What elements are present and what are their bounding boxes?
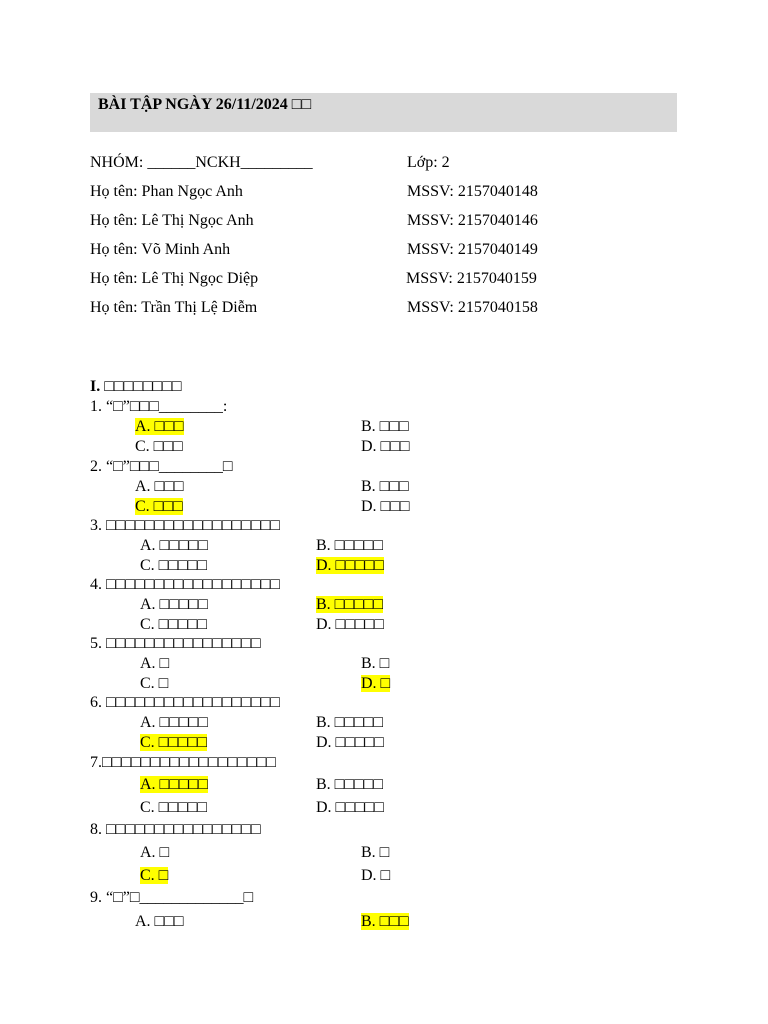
answer-option-label: A. □□□□□: [140, 776, 208, 793]
answer-option[interactable]: [361, 912, 409, 932]
answer-option[interactable]: [361, 477, 409, 497]
answer-option-label: B. □□□: [361, 418, 409, 435]
answer-option-label: A. □□□□□: [140, 537, 208, 554]
answer-option-label: A. □□□: [135, 478, 184, 495]
answer-option[interactable]: [140, 654, 169, 674]
answer-option-label: B. □□□: [361, 478, 409, 495]
answer-option[interactable]: [140, 536, 208, 556]
question-text: 4. □□□□□□□□□□□□□□□□□□: [90, 576, 280, 593]
answer-option[interactable]: [361, 843, 389, 863]
question-text: 2. “□”□□□________□: [90, 458, 233, 475]
answer-option-label: D. □□□□□: [316, 734, 384, 751]
answer-option-label: D. □□□□□: [316, 616, 384, 633]
answer-option-label: B. □□□□□: [316, 596, 383, 613]
answer-option-label: A. □□□: [135, 418, 184, 435]
answer-option[interactable]: [361, 437, 410, 457]
answer-option-label: D. □□□□□: [316, 799, 384, 816]
member-id: MSSV: 2157040149: [407, 241, 538, 258]
answer-option-label: A. □□□□□: [140, 596, 208, 613]
answer-option-label: A. □□□□□: [140, 714, 208, 731]
answer-option-label: C. □□□□□: [140, 616, 207, 633]
answer-option[interactable]: [316, 536, 383, 556]
answer-option[interactable]: [316, 775, 383, 795]
answer-option[interactable]: [140, 615, 207, 635]
answer-option[interactable]: [361, 674, 390, 694]
answer-option[interactable]: [316, 615, 384, 635]
member-id: MSSV: 2157040158: [407, 299, 538, 316]
answer-option[interactable]: [140, 775, 208, 795]
member-name: Họ tên: Lê Thị Ngọc Diệp: [90, 270, 259, 287]
answer-option[interactable]: [140, 798, 207, 818]
answer-option-label: D. □□□□□: [316, 557, 384, 574]
answer-option[interactable]: [361, 654, 389, 674]
member-name: Họ tên: Võ Minh Anh: [90, 241, 231, 258]
answer-option-label: A. □□□: [135, 913, 184, 930]
title-bar: [90, 93, 677, 132]
question-text: 9. “□”□_____________□: [90, 889, 254, 906]
answer-option-label: C. □: [140, 675, 169, 692]
member-name: Họ tên: Trần Thị Lệ Diễm: [90, 299, 258, 316]
answer-option[interactable]: [316, 798, 384, 818]
question-text: 1. “□”□□□________:: [90, 398, 228, 415]
answer-option[interactable]: [135, 477, 184, 497]
class-label: Lớp: 2: [407, 154, 450, 171]
answer-option-label: B. □□□□□: [316, 714, 383, 731]
answer-option-label: C. □□□: [135, 438, 183, 455]
answer-option[interactable]: [361, 497, 410, 517]
answer-option-label: A. □: [140, 655, 170, 672]
answer-option-label: B. □: [361, 655, 390, 672]
member-id: MSSV: 2157040159: [406, 270, 537, 287]
answer-option[interactable]: [140, 674, 168, 694]
answer-option[interactable]: [361, 866, 390, 886]
section-title: □□□□□□□□: [100, 378, 182, 395]
question-text: 6. □□□□□□□□□□□□□□□□□□: [90, 694, 280, 711]
answer-option-label: B. □□□□□: [316, 537, 383, 554]
answer-option[interactable]: [316, 556, 384, 576]
question-text: 8. □□□□□□□□□□□□□□□□: [90, 821, 261, 838]
answer-option[interactable]: [316, 595, 383, 615]
answer-option[interactable]: [316, 733, 384, 753]
answer-option[interactable]: [140, 733, 207, 753]
member-name: Họ tên: Phan Ngọc Anh: [90, 183, 243, 200]
answer-option[interactable]: [316, 713, 383, 733]
answer-option[interactable]: [361, 417, 409, 437]
answer-option[interactable]: [135, 912, 184, 932]
answer-option-label: D. □□□: [361, 498, 410, 515]
answer-option-label: A. □: [140, 844, 170, 861]
member-id: MSSV: 2157040146: [407, 212, 538, 229]
page-title: BÀI TẬP NGÀY 26/11/2024 □□: [98, 96, 312, 113]
answer-option[interactable]: [140, 595, 208, 615]
question-text: 5. □□□□□□□□□□□□□□□□: [90, 635, 261, 652]
answer-option-label: B. □: [361, 844, 390, 861]
answer-option[interactable]: [140, 713, 208, 733]
answer-option[interactable]: [135, 417, 184, 437]
section-heading: [90, 377, 182, 397]
answer-option[interactable]: [135, 497, 183, 517]
answer-option-label: C. □□□□□: [140, 734, 207, 751]
answer-option-label: D. □□□: [361, 438, 410, 455]
question-text: 7.□□□□□□□□□□□□□□□□□□: [90, 754, 276, 771]
answer-option[interactable]: [140, 843, 169, 863]
answer-option[interactable]: [135, 437, 183, 457]
answer-option[interactable]: [140, 556, 207, 576]
member-id: MSSV: 2157040148: [407, 183, 538, 200]
answer-option-label: C. □□□: [135, 498, 183, 515]
answer-option-label: C. □: [140, 867, 169, 884]
member-name: Họ tên: Lê Thị Ngọc Anh: [90, 212, 254, 229]
answer-option-label: C. □□□□□: [140, 557, 207, 574]
section-label: I.: [90, 378, 101, 395]
answer-option-label: B. □□□□□: [316, 776, 383, 793]
group-label: NHÓM: ______NCKH_________: [90, 154, 313, 171]
answer-option-label: C. □□□□□: [140, 799, 207, 816]
answer-option[interactable]: [140, 866, 168, 886]
answer-option-label: B. □□□: [361, 913, 409, 930]
question-text: 3. □□□□□□□□□□□□□□□□□□: [90, 517, 280, 534]
answer-option-label: D. □: [361, 675, 391, 692]
answer-option-label: D. □: [361, 867, 391, 884]
